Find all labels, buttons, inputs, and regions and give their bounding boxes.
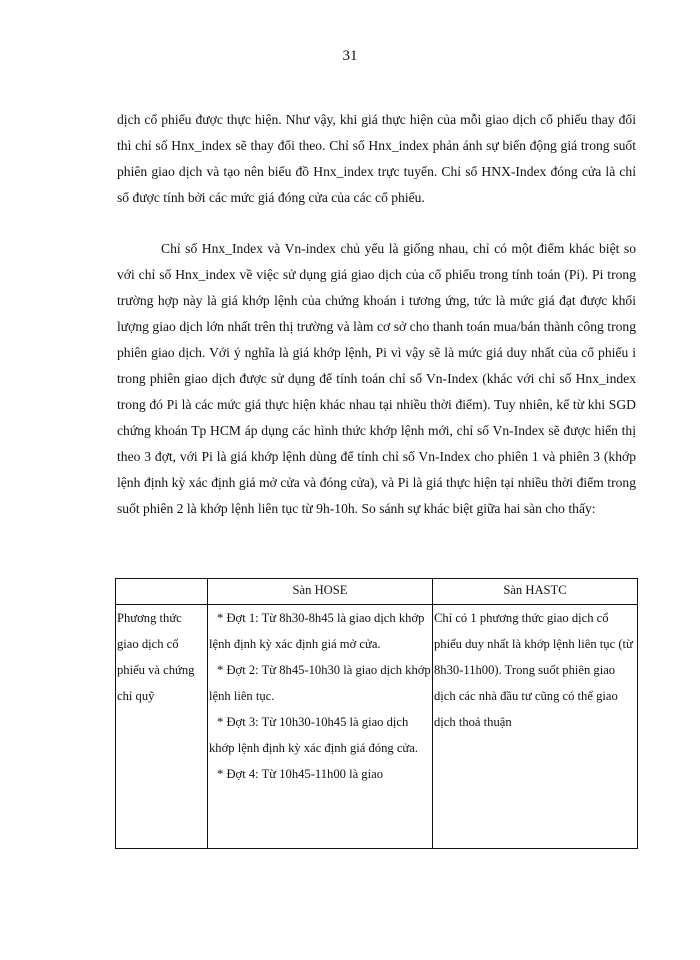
page-number: 31 <box>342 48 358 64</box>
paragraph-hnx-index: dịch cổ phiếu được thực hiện. Như vậy, khi giá thực hiện của mỗi giao dịch cổ phiếu thay đổi thì chỉ số Hnx_index sẽ thay đổi theo. Chỉ số Hnx_index phản ánh sự biến động giá trong suốt phiên giao dịch và tạo nên biểu đồ Hnx_index trực tuyến. Chỉ số HNX-Index đóng cửa là chỉ số được tính bởi các mức giá đóng cửa của các cổ phiếu. <box>117 112 636 205</box>
exchange-comparison-table <box>115 578 638 849</box>
table-header-row <box>116 579 638 605</box>
hose-session-1: * Đợt 1: Từ 8h30-8h45 là giao dịch khớp lệnh định kỳ xác định giá mở cửa. <box>209 611 425 651</box>
row-label-trading-method: Phương thức giao dịch cổ phiếu và chứng chỉ quỹ <box>116 605 208 849</box>
hose-session-2: * Đợt 2: Từ 8h45-10h30 là giao dịch khớp lệnh liên tục. <box>209 663 431 703</box>
hastc-trading-method: Chỉ có 1 phương thức giao dịch cổ phiếu duy nhất là khớp lệnh liên tục (từ 8h30-11h00). Trong suốt phiên giao dịch các nhà đầu tư cũng có thể giao dịch thoả thuận <box>433 605 638 849</box>
paragraph-vn-index: Chỉ số Hnx_Index và Vn-index chủ yếu là giống nhau, chỉ có một điểm khác biệt so với chỉ số Hnx_index về việc sử dụng giá giao dịch của cổ phiếu trong tính toán (Pi). Pi trong trường hợp này là giá khớp lệnh của chứng khoán i tương ứng, tức là mức giá đạt được khối lượng giao dịch lớn nhất trên thị trường và làm cơ sở cho thanh toán mua/bán thành công trong phiên giao dịch. Với ý nghĩa là giá khớp lệnh, Pi vì vậy sẽ là mức giá duy nhất của cổ phiếu i trong phiên giao dịch được sử dụng để tính toán chỉ số Vn-Index (khác với chỉ số Hnx_index trong đó Pi là các mức giá thực hiện khác nhau tại nhiều thời điểm). Tuy nhiên, kể từ khi SGD chứng khoán Tp HCM áp dụng các hình thức khớp lệnh mới, chỉ số Vn-Index sẽ được hiển thị theo 3 đợt, với Pi là giá khớp lệnh dùng để tính chỉ số Vn-Index cho phiên 1 và phiên 3 (khớp lệnh định kỳ xác định giá mở cửa và đóng cửa), và Pi là giá thực hiện tại nhiều thời điểm trong suốt phiên 2 là khớp lệnh liên tục từ 9h-10h. So sánh sự khác biệt giữa hai sàn cho thấy: <box>117 241 636 516</box>
table-row <box>116 605 638 849</box>
hose-session-3: * Đợt 3: Từ 10h30-10h45 là giao dịch khớp lệnh định kỳ xác định giá đóng cửa. <box>209 715 418 755</box>
header-hastc: Sàn HASTC <box>433 579 638 605</box>
hose-session-4: * Đợt 4: Từ 10h45-11h00 là giao <box>217 767 383 781</box>
header-empty-cell <box>116 579 208 605</box>
hose-trading-schedule <box>208 605 433 849</box>
header-hose: Sàn HOSE <box>208 579 433 605</box>
